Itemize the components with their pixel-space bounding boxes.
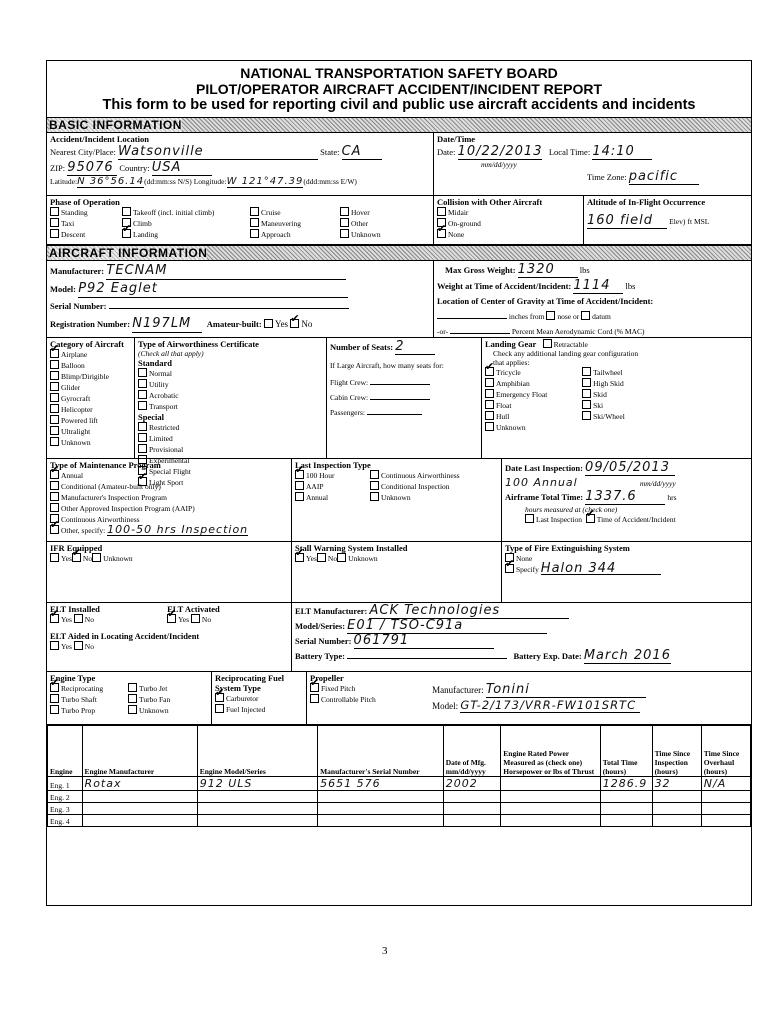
checkbox[interactable] [72, 553, 81, 562]
gear-high-skid[interactable]: High Skid [582, 378, 624, 389]
collision-none[interactable]: ✔None [437, 229, 464, 240]
gear-hull[interactable]: Hull [485, 411, 509, 422]
engine-cell-date[interactable] [443, 814, 501, 826]
category-helicopter[interactable]: Helicopter [50, 404, 93, 415]
model-field[interactable]: P92 Eaglet [78, 280, 348, 298]
date-field[interactable]: 10/22/2013 [457, 143, 543, 159]
engine-type-turbo-jet[interactable]: Turbo Jet [128, 683, 206, 694]
engine-cell-insp[interactable] [652, 790, 701, 802]
checkbox[interactable] [295, 492, 304, 501]
registration-field[interactable]: N197LM [132, 315, 202, 333]
checkbox[interactable] [317, 553, 326, 562]
checkbox[interactable] [582, 378, 591, 387]
engine-cell-power[interactable] [501, 776, 600, 790]
section-basic-info: BASIC INFORMATION [47, 117, 751, 133]
engine-col-header: Engine Model/Series [197, 725, 317, 776]
altitude-block: Altitude of In-Flight Occurrence 160 field Elev) ft MSL [587, 196, 710, 228]
category-blimp-dirigible[interactable]: Blimp/Dirigible [50, 371, 109, 382]
checkbox[interactable] [485, 367, 494, 376]
phase-unknown[interactable]: Unknown [340, 229, 420, 240]
checkbox[interactable] [437, 229, 446, 238]
checkbox[interactable] [340, 218, 349, 227]
report-form [46, 60, 752, 906]
engine-cell-oh[interactable] [701, 802, 750, 814]
ifr-yes[interactable]: Yes [50, 553, 72, 564]
checkbox[interactable] [485, 411, 494, 420]
local-time-field[interactable]: 14:10 [592, 144, 652, 160]
engine-cell-mfr[interactable]: Rotax [82, 776, 197, 790]
phase-descent[interactable]: Descent [50, 229, 122, 240]
checkbox[interactable] [582, 411, 591, 420]
phase-taxi[interactable]: Taxi [50, 218, 122, 229]
manufacturer-field[interactable]: TECNAM [106, 262, 346, 280]
form-subtitle: This form to be used for reporting civil and public use aircraft accidents and incidents [102, 97, 696, 114]
standard-cert-transport[interactable]: Transport [138, 401, 178, 412]
engine-type-reciprocating[interactable]: ✔Reciprocating [50, 683, 128, 694]
engine-cell-serial[interactable] [318, 814, 444, 826]
collision-midair[interactable]: Midair [437, 207, 468, 218]
amateur-no-checkbox[interactable] [290, 319, 299, 328]
category-powered-lift[interactable]: Powered lift [50, 415, 98, 426]
checkbox[interactable] [50, 481, 59, 490]
state-field[interactable]: CA [342, 144, 382, 160]
checkbox[interactable] [50, 694, 59, 703]
engine-cell-serial[interactable]: 5651 576 [318, 776, 444, 790]
stall-yes[interactable]: ✔Yes [295, 553, 317, 564]
engine-cell-power[interactable] [501, 814, 600, 826]
checkbox[interactable] [582, 389, 591, 398]
maintenance-other-approved-inspection-program-aaip[interactable]: Other Approved Inspection Program (AAIP) [50, 503, 195, 514]
engine-cell-serial[interactable] [318, 790, 444, 802]
category-ultralight[interactable]: Ultralight [50, 426, 90, 437]
landing-gear-block: Landing Gear Retractable Check any additional landing gear configuration that applies: ✔Tricycle Amphibian Emergency Float Float Hull Unknown Tailwheel High Skid Skid Ski Ski/Wheel [482, 338, 649, 458]
engine-cell-total[interactable] [600, 814, 652, 826]
timezone-field[interactable]: pacific [629, 169, 699, 185]
standard-cert-utility[interactable]: Utility [138, 379, 169, 390]
engine-cell-oh[interactable] [701, 790, 750, 802]
checkbox[interactable] [250, 229, 259, 238]
section-aircraft-info: AIRCRAFT INFORMATION [47, 245, 751, 261]
altitude-field[interactable]: 160 field [587, 213, 667, 229]
maintenance-conditional-amateur-built-only[interactable]: Conditional (Amateur-built only) [50, 481, 161, 492]
inspection-continuous-airworthiness[interactable]: Continuous Airworthiness [370, 470, 495, 481]
engine-cell-serial[interactable] [318, 802, 444, 814]
special-cert-restricted[interactable]: Restricted [138, 422, 179, 433]
phase-takeoff-incl-initial-climb[interactable]: Takeoff (incl. initial climb) [122, 207, 250, 218]
maintenance-manufacturer-s-inspection-program[interactable]: Manufacturer's Inspection Program [50, 492, 167, 503]
inspection-unknown[interactable]: Unknown [370, 492, 495, 503]
engine-cell-power[interactable] [501, 790, 600, 802]
propeller-block: Propeller ✔Fixed Pitch Controllable Pitch Manufacturer: Tonini Model: GT-2/173/VRR-FW101SRTC [307, 672, 751, 724]
inspection-type-block: Last Inspection Type ✔100 Hour Continuous Airworthiness AAIP Conditional Inspection Annual Unknown [292, 459, 502, 541]
form-title-report: PILOT/OPERATOR AIRCRAFT ACCIDENT/INCIDENT REPORT [196, 81, 602, 98]
airframe-time-field[interactable]: 1337.6 [585, 489, 665, 505]
location-block: Accident/Incident Location Nearest City/Place: Watsonville State: CA ZIP: 95076 Country: USA Latitude:N 36°56.14(dd:mm:ss N/S) Longitude:W 121°47.39(ddd:mm:ss E/W) [47, 133, 434, 195]
checkbox[interactable] [138, 433, 147, 442]
inspection-100-hour[interactable]: ✔100 Hour [295, 470, 370, 481]
propeller-controllable-pitch[interactable]: Controllable Pitch [310, 694, 376, 705]
form-title-agency: NATIONAL TRANSPORTATION SAFETY BOARD [240, 65, 558, 81]
checkbox[interactable] [50, 382, 59, 391]
engine-cell-model[interactable]: 912 ULS [197, 776, 317, 790]
gear-unknown[interactable]: Unknown [485, 422, 526, 433]
checkbox[interactable] [250, 207, 259, 216]
gear-amphibian[interactable]: Amphibian [485, 378, 530, 389]
special-cert-light-sport[interactable]: ✔Light Sport [138, 477, 183, 488]
elt-manufacturer-field[interactable]: ACK Technologies [369, 604, 569, 619]
checkbox[interactable] [128, 694, 137, 703]
checkbox[interactable] [485, 389, 494, 398]
checkbox[interactable] [582, 367, 591, 376]
checkbox[interactable] [485, 378, 494, 387]
checkbox[interactable] [50, 404, 59, 413]
checkbox[interactable] [437, 207, 446, 216]
battery-exp-field[interactable]: March 2016 [583, 647, 671, 663]
checkbox[interactable] [50, 426, 59, 435]
fuel-system-block: Reciprocating Fuel System Type ✔Carburetor Fuel Injected [212, 672, 307, 724]
category-unknown[interactable]: Unknown [50, 437, 91, 448]
gear-skid[interactable]: Skid [582, 389, 607, 400]
checkbox[interactable] [295, 470, 304, 479]
checkbox[interactable] [50, 349, 59, 358]
engine-cell-total[interactable]: 1286.9 [600, 776, 652, 790]
engine-cell-eng: Eng. 3 [48, 802, 83, 814]
engine-cell-mfr[interactable] [82, 802, 197, 814]
engine-cell-oh[interactable]: N/A [701, 776, 750, 790]
checkbox[interactable] [50, 437, 59, 446]
engine-type-turbo-shaft[interactable]: Turbo Shaft [50, 694, 128, 705]
checkbox[interactable] [295, 481, 304, 490]
checkbox[interactable] [92, 553, 101, 562]
special-cert-special-flight[interactable]: Special Flight [138, 466, 191, 477]
engine-cell-date[interactable]: 2002 [443, 776, 501, 790]
checkbox[interactable] [128, 705, 137, 714]
engine-type-turbo-prop[interactable]: Turbo Prop [50, 705, 128, 716]
checkbox[interactable] [50, 705, 59, 714]
special-cert-experimental[interactable]: Experimental [138, 455, 189, 466]
special-cert-provisional[interactable]: Provisional [138, 444, 183, 455]
engine-cell-eng: Eng. 4 [48, 814, 83, 826]
ifr-no[interactable]: ✔ No [72, 553, 92, 564]
engine-cell-mfr[interactable] [82, 790, 197, 802]
engine-row [48, 776, 751, 790]
engine-col-header: Total Time (hours) [600, 725, 652, 776]
checkbox[interactable] [370, 481, 379, 490]
engine-cell-eng: Eng. 1 [48, 776, 83, 790]
engine-col-header: Time Since Inspection (hours) [652, 725, 701, 776]
phase-climb[interactable]: Climb [122, 218, 250, 229]
prop-manufacturer-field[interactable]: Tonini [486, 683, 646, 698]
last-inspection-block: Date Last Inspection: 09/05/2013 100 Annual mm/dd/yyyy Airframe Total Time: 1337.6 hrs hours measured at (check one) Last Inspection ✔ Time of Accident/Incident [502, 459, 751, 541]
checkbox[interactable] [295, 553, 304, 562]
engine-row [48, 790, 751, 802]
weight-field[interactable]: 1114 [573, 278, 623, 294]
max-gross-weight-field[interactable]: 1320 [518, 262, 578, 278]
checkbox[interactable] [122, 229, 131, 238]
collision-block: Collision with Other Aircraft Midair On-ground ✔None [434, 196, 584, 244]
last-inspection-date-field[interactable]: 09/05/2013 [585, 460, 675, 476]
gear-ski[interactable]: Ski [582, 400, 603, 411]
elt-model-field[interactable]: E01 / TSO-C91a [347, 619, 547, 634]
checkbox[interactable] [50, 393, 59, 402]
fuel-system-carburetor[interactable]: ✔Carburetor [215, 693, 259, 704]
checkbox[interactable] [138, 368, 147, 377]
checkbox[interactable] [370, 492, 379, 501]
maintenance-block: Type of Maintenance Program ✔Annual Conditional (Amateur-built only) Manufacturer's Inspection Program Other Approved Inspection Program (AAIP) Continuous Airworthiness ✔Other, specify: 100-50 hrs Inspection [47, 459, 292, 541]
datetime-block: Date/Time Date: 10/22/2013 Local Time: 14:10 mm/dd/yyyy Time Zone: pacific [434, 133, 751, 195]
standard-cert-acrobatic[interactable]: Acrobatic [138, 390, 179, 401]
seats-block: Number of Seats: 2 If Large Aircraft, how many seats for: Flight Crew: Cabin Crew: Passengers: [327, 338, 482, 458]
checkbox[interactable] [138, 401, 147, 410]
ifr-block: IFR Equipped Yes✔ No Unknown [47, 542, 292, 602]
checkbox[interactable] [138, 422, 147, 431]
engine-row [48, 814, 751, 826]
engine-cell-model[interactable] [197, 814, 317, 826]
elt-detail-block: ELT Manufacturer: ACK Technologies Model/Series: E01 / TSO-C91a Serial Number: 061791 Battery Type: Battery Exp. Date: March 2016 [295, 602, 671, 663]
special-cert-limited[interactable]: Limited [138, 433, 173, 444]
checkbox[interactable] [122, 207, 131, 216]
phase-other[interactable]: Other [340, 218, 420, 229]
longitude-field[interactable]: W 121°47.39 [226, 175, 304, 187]
gear-emergency-float[interactable]: Emergency Float [485, 389, 547, 400]
checkbox[interactable] [310, 694, 319, 703]
checkbox[interactable] [50, 371, 59, 380]
fire-ext-block: Type of Fire Extinguishing System None ✔Specify Halon 344 [502, 542, 751, 602]
category-airplane[interactable]: ✔Airplane [50, 349, 87, 360]
checkbox[interactable] [310, 683, 319, 692]
certificate-block: Type of Airworthiness Certificate (Check all that apply) Standard Normal Utility Acrobatic Transport Special Restricted Limited Provisional Experimental Special Flight ✔Light Sport [135, 338, 327, 458]
engine-cell-date[interactable] [443, 802, 501, 814]
engine-cell-eng: Eng. 2 [48, 790, 83, 802]
phase-maneuvering[interactable]: Maneuvering [250, 218, 340, 229]
checkbox[interactable] [50, 492, 59, 501]
category-gyrocraft[interactable]: Gyrocraft [50, 393, 90, 404]
engine-type-block: Engine Type ✔Reciprocating Turbo Jet Turbo Shaft Turbo Fan Turbo Prop Unknown [47, 672, 212, 724]
engine-cell-total[interactable] [600, 790, 652, 802]
engine-cell-model[interactable] [197, 802, 317, 814]
checkbox[interactable] [340, 229, 349, 238]
propeller-fixed-pitch[interactable]: ✔Fixed Pitch [310, 683, 355, 694]
serial-field[interactable] [109, 308, 349, 309]
category-balloon[interactable]: Balloon [50, 360, 85, 371]
category-block: Category of Aircraft ✔Airplane Balloon Blimp/Dirigible Glider Gyrocraft Helicopter Powered lift Ultralight Unknown [47, 338, 135, 458]
checkbox[interactable] [485, 422, 494, 431]
prop-model-field[interactable]: GT-2/173/VRR-FW101SRTC [460, 698, 640, 713]
stall-no[interactable]: No [317, 553, 337, 564]
checkbox[interactable] [50, 470, 59, 479]
engine-table [47, 725, 751, 827]
fire-ext-field[interactable]: Halon 344 [541, 564, 661, 575]
latitude-field[interactable]: N 36°56.14 [77, 175, 145, 187]
gear-ski-wheel[interactable]: Ski/Wheel [582, 411, 625, 422]
engine-cell-total[interactable] [600, 802, 652, 814]
inspection-aaip[interactable]: AAIP [295, 481, 370, 492]
engine-cell-insp[interactable]: 32 [652, 776, 701, 790]
engine-col-header: Engine Manufacturer [82, 725, 197, 776]
phase-hover[interactable]: Hover [340, 207, 420, 218]
city-field[interactable]: Watsonville [118, 144, 318, 160]
maintenance-other-field[interactable]: 100-50 hrs Inspection [107, 522, 249, 536]
ifr-unknown[interactable]: Unknown [92, 553, 133, 564]
engine-col-header: Manufacturer's Serial Number [318, 725, 444, 776]
zip-field[interactable]: 95076 [67, 160, 117, 176]
phase-cruise[interactable]: Cruise [250, 207, 340, 218]
engine-col-header: Engine [48, 725, 83, 776]
category-glider[interactable]: Glider [50, 382, 80, 393]
weight-block: Max Gross Weight: 1320 lbs Weight at Time of Accident/Incident: 1114 lbs Location of Center of Gravity at Time of Accident/Incident: inches from nose or datum -or- Percent Mean Aerodynamic Cord (% MAC) [437, 261, 654, 336]
collision-on-ground[interactable]: On-ground [437, 218, 481, 229]
inspection-conditional-inspection[interactable]: Conditional Inspection [370, 481, 495, 492]
checkbox[interactable] [50, 683, 59, 692]
engine-type-unknown[interactable]: Unknown [128, 705, 206, 716]
gear-tailwheel[interactable]: Tailwheel [582, 367, 622, 378]
checkbox[interactable] [582, 400, 591, 409]
stall-warning-block: Stall Warning System Installed ✔Yes No Unknown [292, 542, 502, 602]
maintenance-continuous-airworthiness[interactable]: Continuous Airworthiness [50, 514, 140, 525]
engine-type-turbo-fan[interactable]: Turbo Fan [128, 694, 206, 705]
phase-approach[interactable]: Approach [250, 229, 340, 240]
fuel-system-fuel-injected[interactable]: Fuel Injected [215, 704, 265, 715]
checkbox[interactable] [138, 390, 147, 399]
engine-row [48, 802, 751, 814]
engine-col-header: Date of Mfg. mm/dd/yyyy [443, 725, 501, 776]
checkbox[interactable] [50, 553, 59, 562]
checkbox[interactable] [340, 207, 349, 216]
gear-tricycle[interactable]: ✔Tricycle [485, 367, 521, 378]
checkbox[interactable] [215, 693, 224, 702]
standard-cert-normal[interactable]: Normal [138, 368, 172, 379]
checkbox[interactable] [50, 229, 59, 238]
phase-landing[interactable]: ✔ Landing [122, 229, 250, 240]
engine-col-header: Engine Rated Power Measured as (check one) Horsepower or lbs of Thrust [501, 725, 600, 776]
elt-status-block: ELT Installed ✔Yes No ELT Activated ✔Yes No ELT Aided in Locating Accident/Incident Yes No [47, 603, 292, 671]
aircraft-id-block: Manufacturer: TECNAM Model: P92 Eaglet Serial Number: Registration Number: N197LM Amateur-built: Yes ✔ No [47, 261, 434, 337]
stall-unknown[interactable]: Unknown [337, 553, 378, 564]
phase-standing[interactable]: Standing [50, 207, 122, 218]
checkbox[interactable] [485, 400, 494, 409]
checkbox[interactable] [50, 360, 59, 369]
inspection-annual[interactable]: Annual [295, 492, 370, 503]
phase-block: Phase of Operation Standing Takeoff (incl. initial climb) Cruise Hover Taxi Climb Maneuvering Other Descent ✔ Landing Approach Unknown [47, 196, 434, 244]
seats-field[interactable]: 2 [395, 339, 435, 355]
engine-cell-insp[interactable] [652, 814, 701, 826]
checkbox[interactable] [128, 683, 137, 692]
checkbox[interactable] [138, 379, 147, 388]
engine-cell-model[interactable] [197, 790, 317, 802]
engine-col-header: Time Since Overhaul (hours) [701, 725, 750, 776]
checkbox[interactable] [250, 218, 259, 227]
elt-serial-field[interactable]: 061791 [354, 634, 494, 649]
page-number: 3 [382, 945, 388, 957]
checkbox[interactable] [215, 704, 224, 713]
maintenance-annual[interactable]: ✔Annual [50, 470, 83, 481]
country-field[interactable]: USA [152, 160, 212, 176]
checkbox[interactable] [50, 218, 59, 227]
checkbox[interactable] [138, 444, 147, 453]
checkbox[interactable] [370, 470, 379, 479]
engine-cell-oh[interactable] [701, 814, 750, 826]
engine-cell-mfr[interactable] [82, 814, 197, 826]
checkbox[interactable] [50, 207, 59, 216]
checkbox[interactable] [337, 553, 346, 562]
checkbox[interactable] [50, 503, 59, 512]
checkbox[interactable] [50, 415, 59, 424]
engine-cell-date[interactable] [443, 790, 501, 802]
gear-float[interactable]: Float [485, 400, 511, 411]
engine-cell-insp[interactable] [652, 802, 701, 814]
engine-cell-power[interactable] [501, 802, 600, 814]
